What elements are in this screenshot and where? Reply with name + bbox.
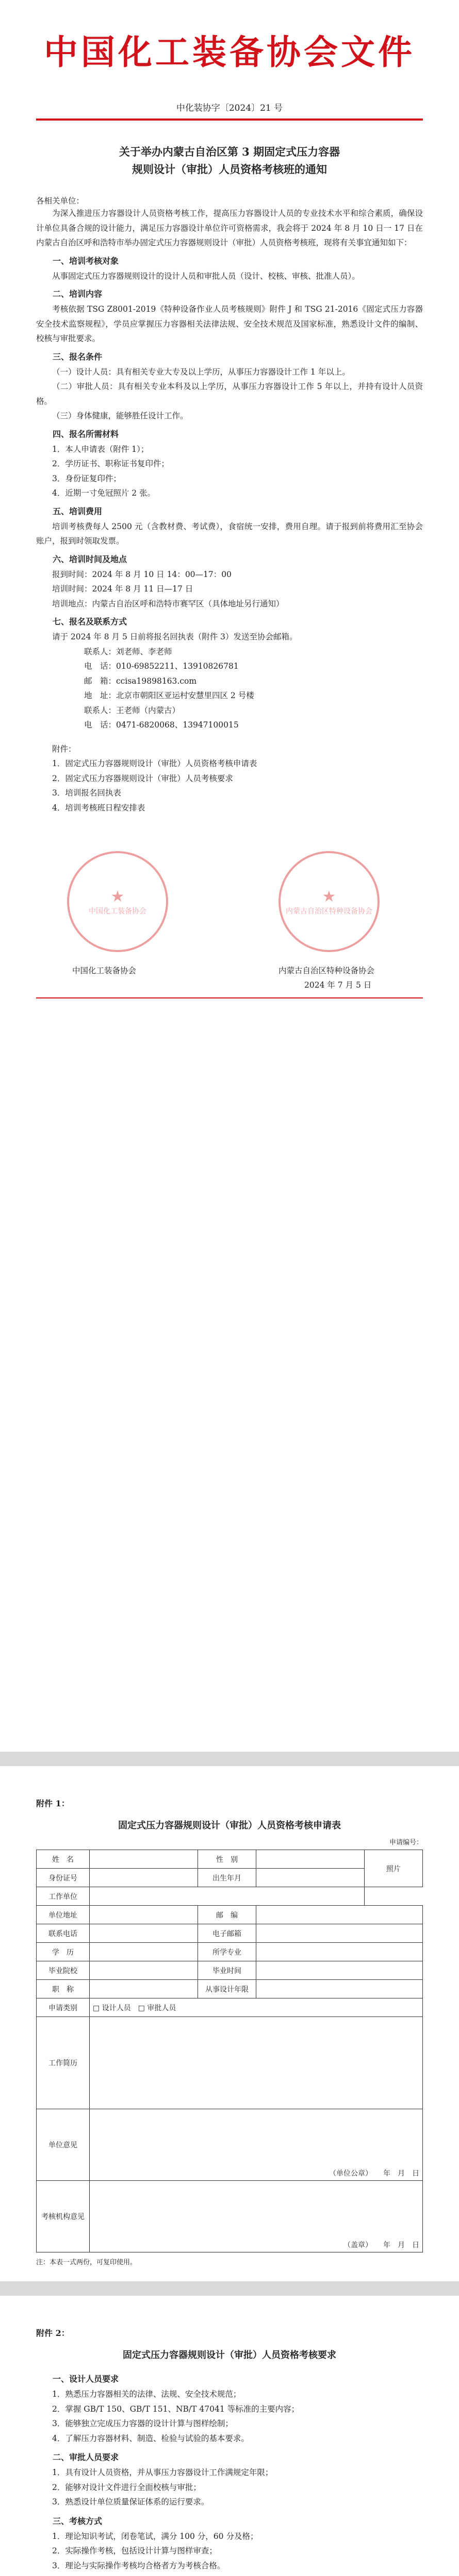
form-label: 毕业时间 [198, 1961, 256, 1980]
requirement-heading: 三、考核方式 [53, 2516, 103, 2526]
photo-cell: 照片 [365, 1850, 423, 1887]
form-number: 申请编号： [389, 1839, 423, 1846]
attachment2-label: 附件 2： [36, 2328, 70, 2338]
form-value[interactable] [90, 1943, 198, 1961]
signature-area [36, 836, 423, 990]
section-heading: 六、培训时间及地点 [53, 554, 127, 564]
requirement-line: 2．实际操作考核，包括设计计算与图样审查； [52, 2546, 217, 2555]
section-line: 报到时间：2024 年 8 月 10 日 14：00—17：00 [52, 569, 232, 579]
attachment-list [36, 742, 423, 816]
seal-left: ★ 中国化工装备协会 [67, 851, 168, 952]
form-value[interactable] [256, 1924, 423, 1943]
form-label: 电子邮箱 [198, 1924, 256, 1943]
attachment-item: 4．培训考核班日程安排表 [52, 803, 145, 812]
requirement-line: 2．能够对设计文件进行全面校核与审批； [52, 2482, 201, 2492]
work-history-label: 工作简历 [37, 2017, 90, 2109]
sign-date: 2024 年 7 月 5 日 [304, 980, 372, 990]
form-label: 从事设计年限 [198, 1980, 256, 1998]
attachment1-page [0, 1766, 459, 2281]
form-label: 联系电话 [37, 1924, 90, 1943]
form-value[interactable] [256, 1961, 423, 1980]
contact-line: 联系人：刘老师、李老师 [84, 647, 172, 656]
form-label: 身份证号 [37, 1869, 90, 1887]
form-label: 工作单位 [37, 1887, 90, 1906]
notice-title-line2: 规则设计（审批）人员资格考核班的通知 [132, 163, 327, 176]
form-row [37, 1906, 423, 1924]
section-line: 考核依据 TSG Z8001-2019《特种设备作业人员考核规则》附件 J 和 TSG 21-2016《固定式压力容器安全技术监察规程》，学员应掌握压力容器相关法律法规、安全技术规范及国家标准，熟悉设计文件的编制、校核与审批要求。 [36, 304, 423, 343]
attachments-label: 附件： [52, 744, 76, 754]
unit-opinion-text: （单位公章） 年 月 日 [90, 2109, 423, 2181]
section-line: （二）审批人员：具有相关专业本科及以上学历，从事压力容器设计工作 5 年以上，并持有设计人员资格。 [36, 382, 423, 406]
doc-number: 中化装协字〔2024〕21 号 [176, 103, 283, 113]
section-line: 2．学历证书、职称证书复印件； [52, 459, 169, 468]
form-value[interactable] [90, 1924, 198, 1943]
section-line: 培训考核费每人 2500 元（含教材费、考试费），食宿统一安排，费用自理。请于报到前将费用汇至协会账户，报到时领取发票。 [36, 521, 423, 546]
section-heading: 一、培训考核对象 [53, 256, 119, 266]
sign-right: 内蒙古自治区特种设备协会 [278, 966, 375, 975]
sign-left: 中国化工装备协会 [72, 966, 137, 975]
salutation: 各相关单位： [36, 196, 85, 206]
form-row [37, 1980, 423, 1998]
requirement-line: 2．掌握 GB/T 150、GB/T 151、NB/T 47041 等标准的主要内容； [52, 2404, 300, 2414]
form-value[interactable] [256, 1943, 423, 1961]
attachment-item: 1．固定式压力容器规则设计（审批）人员资格考核申请表 [52, 759, 257, 768]
attachment-item: 3．培训报名回执表 [52, 788, 121, 798]
section-heading: 七、报名及联系方式 [53, 617, 127, 626]
form-row [37, 1943, 423, 1961]
attachment1-title: 固定式压力容器规则设计（审批）人员资格考核申请表 [118, 1820, 341, 1831]
requirement-heading: 二、审批人员要求 [53, 2452, 119, 2462]
form-value[interactable] [90, 1850, 198, 1869]
requirement-heading: 一、设计人员要求 [53, 2374, 119, 2384]
intro-paragraph: 为深入推进压力容器设计人员资格考核工作，提高压力容器设计人员的专业技术水平和综合素质，确保设计单位具备合规的设计能力，满足压力容器设计单位许可资格需求，我会将于 2024 年 8 月 10 日一 17 日在内蒙古自治区呼和浩特市举办固定式压力容器规则设计（审批）人员资格考核班，现将有关事宜通知如下： [36, 209, 423, 247]
section-line: 3．身份证复印件； [52, 473, 121, 483]
form-value[interactable] [256, 1906, 423, 1924]
form-label: 学 历 [37, 1943, 90, 1961]
form-label: 性 别 [198, 1850, 256, 1869]
form-value[interactable] [256, 1850, 365, 1869]
exam-opinion-text: （盖章） 年 月 日 [90, 2181, 423, 2252]
attachment2-body [36, 2371, 423, 2576]
seal-right: ★ 内蒙古自治区特种设备协会 [278, 851, 380, 952]
section-line: （一）设计人员：具有相关专业大专及以上学历，从事压力容器设计工作 1 年以上。 [52, 367, 350, 377]
attachment2-title: 固定式压力容器规则设计（审批）人员资格考核要求 [123, 2350, 336, 2361]
form-value[interactable] [256, 1980, 423, 1998]
form-label: 出生年月 [198, 1869, 256, 1887]
section-line: 培训时间：2024 年 8 月 11 日—17 日 [52, 584, 193, 594]
form-row [37, 1961, 423, 1980]
form-value[interactable] [90, 1869, 198, 1887]
form-value[interactable] [90, 1961, 198, 1980]
org-title: 中国化工装备协会文件 [44, 32, 415, 72]
form-value[interactable] [256, 1869, 365, 1887]
notice-sections [36, 253, 423, 645]
form-row [37, 1924, 423, 1943]
form-label: 单位地址 [37, 1906, 90, 1924]
form-label: 所学专业 [198, 1943, 256, 1961]
form-value[interactable] [90, 1980, 198, 1998]
requirement-line: 1．熟悉压力容器相关的法律、法规、安全技术规范； [52, 2389, 241, 2399]
requirement-line: 3．理论与实际操作考核均合格者方为考核合格。 [52, 2561, 225, 2570]
section-heading: 四、报名所需材料 [53, 429, 119, 439]
application-form-table [36, 1850, 423, 2252]
contact-block [36, 645, 423, 733]
attachment2-page [0, 2296, 459, 2576]
form-choice[interactable]: □ 设计人员 □ 审批人员 [90, 1998, 423, 2017]
form-row [37, 1998, 423, 2017]
contact-line: 邮 箱：ccisa19898163.com [84, 676, 197, 686]
section-line: 请于 2024 年 8 月 5 日前将报名回执表（附件 3）发送至协会邮箱。 [52, 632, 298, 641]
section-heading: 五、培训费用 [53, 506, 103, 516]
notice-title [36, 143, 423, 178]
form-label: 姓 名 [37, 1850, 90, 1869]
unit-opinion-label: 单位意见 [37, 2109, 90, 2181]
form-label: 毕业院校 [37, 1961, 90, 1980]
requirement-line: 1．具有设计人员资格，并从事压力容器设计工作满规定年限； [52, 2468, 273, 2477]
form-label: 邮 编 [198, 1906, 256, 1924]
form-row [37, 1850, 423, 1869]
notice-title-line1: 关于举办内蒙古自治区第 3 期固定式压力容器 [119, 145, 340, 158]
work-history-cell[interactable] [90, 2017, 423, 2109]
form-label: 职 称 [37, 1980, 90, 1998]
contact-line: 联系人：王老师（内蒙古） [84, 705, 181, 715]
seal-star-icon: ★ [110, 887, 125, 906]
section-line: 1．本人申请表（附件 1）； [52, 444, 149, 454]
exam-opinion-label: 考核机构意见 [37, 2181, 90, 2252]
requirement-line: 4．了解压力容器材料、制造、检验与试验的基本要求。 [52, 2433, 249, 2443]
form-label: 申请类别 [37, 1998, 90, 2017]
contact-line: 电 话：0471-6820068、13947100015 [84, 720, 239, 730]
attachment-item: 2．固定式压力容器规则设计（审批）人员考核要求 [52, 773, 233, 783]
attachment1-note: 注：本表一式两份，可复印使用。 [36, 2259, 137, 2266]
contact-line: 地 址：北京市朝阳区亚运村安慧里四区 2 号楼 [84, 691, 254, 700]
red-divider [36, 118, 423, 121]
requirement-line: 1．理论知识考试，闭卷笔试，满分 100 分，60 分及格； [52, 2531, 258, 2541]
attachment1-label: 附件 1： [36, 1799, 70, 1808]
section-heading: 三、报名条件 [53, 351, 103, 362]
form-value[interactable] [90, 1906, 198, 1924]
section-line: 从事固定式压力容器规则设计的设计人员和审批人员（设计、校核、审核、批准人员）。 [52, 271, 360, 281]
section-line: （三）身体健康，能够胜任设计工作。 [52, 411, 188, 420]
contact-line: 电 话：010-69852211、13910826781 [84, 662, 239, 671]
form-row [37, 1887, 423, 1906]
form-value[interactable] [90, 1887, 365, 1906]
requirement-line: 3．能够独立完成压力容器的设计计算与图样绘制； [52, 2419, 233, 2428]
section-line: 培训地点：内蒙古自治区呼和浩特市赛罕区（具体地址另行通知） [52, 599, 284, 608]
seal-star-icon: ★ [322, 887, 336, 906]
section-line: 4．近期一寸免冠照片 2 张。 [52, 488, 156, 498]
footer-divider [36, 997, 423, 998]
section-heading: 二、培训内容 [53, 289, 103, 299]
requirement-line: 3．熟悉设计单位质量保证体系的运行要求。 [52, 2497, 209, 2506]
